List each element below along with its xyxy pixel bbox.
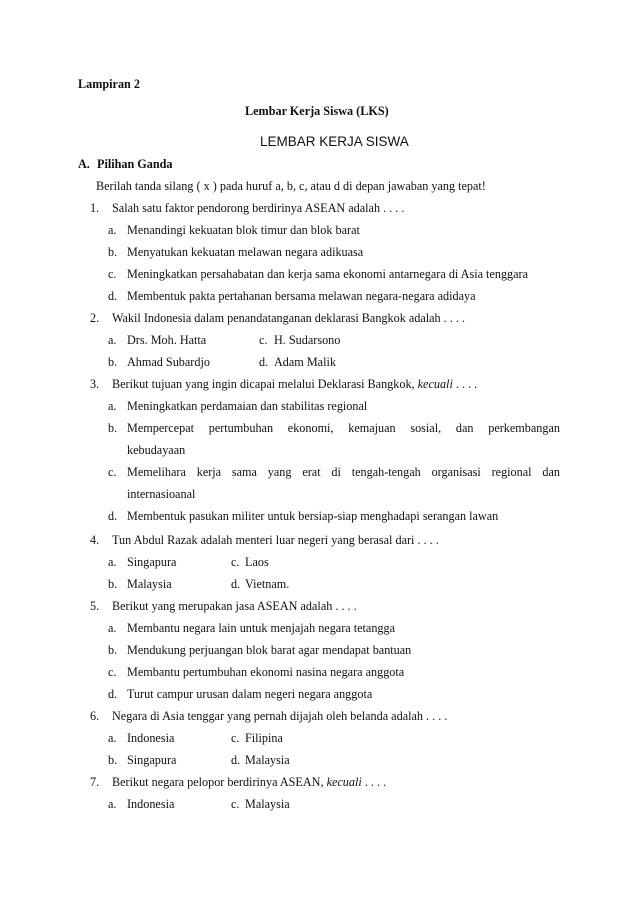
option-letter[interactable]: c. [108,267,117,281]
option-text-justified [127,465,560,479]
question-number: 5. [90,599,100,613]
option-letter[interactable]: c. [108,665,117,679]
option-word: tengah-tengah [351,465,421,479]
option-letter[interactable]: c. [231,731,240,745]
question-number: 2. [90,311,100,325]
option-word: dan [455,421,474,435]
option-letter[interactable]: b. [108,753,118,767]
option-word: organisasi [431,465,481,479]
option-letter[interactable]: b. [108,245,118,259]
option-letter[interactable]: d. [259,355,269,369]
option-word: erat [302,465,321,479]
option-word: Memelihara [127,465,186,479]
section-heading: Pilihan Ganda [97,157,173,171]
question-tail: . . . . [361,775,387,789]
option-letter[interactable]: a. [108,731,117,745]
question-text-line [112,775,386,789]
question-text: Berikut yang merupakan jasa ASEAN adalah . . . . [112,599,357,613]
option-text: Singapura [127,555,177,569]
option-text: Filipina [245,731,283,745]
option-text: Ahmad Subardjo [127,355,210,369]
option-text: Malaysia [245,797,290,811]
option-text: Malaysia [245,753,290,767]
question-text: Berikut tujuan yang ingin dicapai melalui Deklarasi Bangkok, [112,377,415,391]
option-letter[interactable]: c. [231,797,240,811]
option-text: Membentuk pasukan militer untuk bersiap-siap menghadapi serangan lawan [127,509,499,523]
page-subtitle: Lembar Kerja Siswa (LKS) [245,104,389,118]
option-text: Membantu negara lain untuk menjajah negara tetangga [127,621,396,635]
option-text: Membentuk pakta pertahanan bersama melawan negara-negara adidaya [127,289,476,303]
option-text: Menandingi kekuatan blok timur dan blok barat [127,223,360,237]
option-word: Mempercepat [127,421,194,435]
option-text: Meningkatkan persahabatan dan kerja sama ekonomi antarnegara di Asia tenggara [127,267,529,281]
option-letter[interactable]: a. [108,621,117,635]
question-number: 3. [90,377,100,391]
option-letter[interactable]: a. [108,333,117,347]
option-letter[interactable]: b. [108,355,118,369]
option-letter[interactable]: a. [108,223,117,237]
option-letter[interactable]: b. [108,577,118,591]
option-text: Laos [245,555,269,569]
option-word: di [331,465,341,479]
option-letter[interactable]: a. [108,399,117,413]
option-word: pertumbuhan [208,421,274,435]
option-word: yang [267,465,292,479]
section-label: A. [78,157,90,171]
option-text: Malaysia [127,577,172,591]
option-text: Adam Malik [274,355,336,369]
option-text-continuation: internasioanal [127,487,196,501]
option-letter[interactable]: b. [108,643,118,657]
option-letter[interactable]: d. [108,509,118,523]
option-letter[interactable]: c. [108,465,117,479]
option-text: Indonesia [127,797,175,811]
option-text: Indonesia [127,731,175,745]
option-word: kemajuan [348,421,396,435]
instruction-text: Berilah tanda silang ( x ) pada huruf a, b, c, atau d di depan jawaban yang tepat! [96,179,486,193]
question-text: Salah satu faktor pendorong berdirinya ASEAN adalah . . . . [112,201,405,215]
question-text: Tun Abdul Razak adalah menteri luar negeri yang berasal dari . . . . [112,533,439,547]
option-word: kerja [196,465,222,479]
option-word: regional [491,465,532,479]
question-text: Berikut negara pelopor berdirinya ASEAN, [112,775,324,789]
option-word: dan [542,465,560,479]
question-emphasis: kecuali [326,775,362,789]
option-word: ekonomi, [287,421,334,435]
question-number: 7. [90,775,100,789]
option-text: H. Sudarsono [274,333,341,347]
option-letter[interactable]: c. [231,555,240,569]
question-emphasis: kecuali [417,377,453,391]
option-text: Drs. Moh. Hatta [127,333,207,347]
option-text-justified [127,421,560,435]
option-text: Mendukung perjuangan blok barat agar mendapat bantuan [127,643,412,657]
option-text: Turut campur urusan dalam negeri negara anggota [127,687,373,701]
question-text: Negara di Asia tenggar yang pernah dijajah oleh belanda adalah . . . . [112,709,448,723]
page-title: LEMBAR KERJA SISWA [260,134,409,149]
question-number: 6. [90,709,100,723]
option-word: sama [231,465,257,479]
option-word: sosial, [410,421,442,435]
option-letter[interactable]: c. [259,333,268,347]
option-letter[interactable]: b. [108,421,118,435]
option-text: Vietnam. [245,577,290,591]
question-tail: . . . . [452,377,478,391]
option-letter[interactable]: a. [108,555,117,569]
option-word: perkembangan [488,421,560,435]
question-number: 4. [90,533,100,547]
option-text-continuation: kebudayaan [127,443,186,457]
option-letter[interactable]: d. [108,289,118,303]
question-text-line [112,377,477,391]
lampiran-label: Lampiran 2 [78,77,140,91]
question-number: 1. [90,201,100,215]
option-letter[interactable]: d. [231,753,241,767]
option-letter[interactable]: a. [108,797,117,811]
option-letter[interactable]: d. [108,687,118,701]
option-text: Meningkatkan perdamaian dan stabilitas regional [127,399,368,413]
option-text: Membantu pertumbuhan ekonomi nasina negara anggota [127,665,405,679]
question-text: Wakil Indonesia dalam penandatanganan deklarasi Bangkok adalah . . . . [112,311,466,325]
option-letter[interactable]: d. [231,577,241,591]
option-text: Menyatukan kekuatan melawan negara adikuasa [127,245,364,259]
option-text: Singapura [127,753,177,767]
